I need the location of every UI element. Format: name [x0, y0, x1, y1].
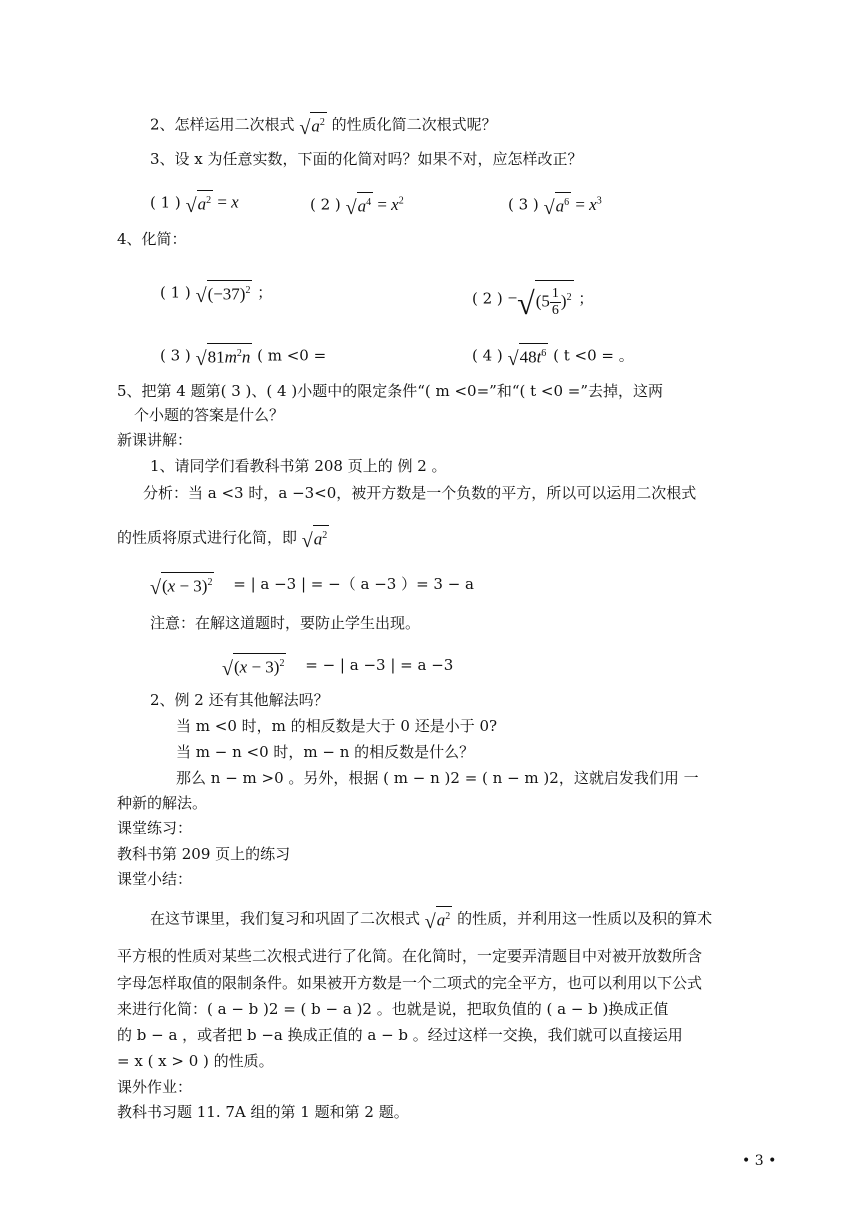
summary-line-5: 的 b − a ，或者把 b −a 换成正值的 a − b 。经过这样一交换，我们就可以直接运用	[117, 1026, 683, 1044]
equation-2: $√(x - 3)^2$ = − | a −3 | = a −3	[222, 653, 453, 680]
q4-part-4: ( 4 ) $√48t^6$ ( t <0 = 。	[472, 343, 634, 370]
sqrt-a2-formula-inline: $√a^2$	[302, 525, 329, 552]
question-5-line-1: 5、把第 4 题第( 3 )、( 4 )小题中的限定条件“( m <0=”和“( t <0 =”去掉，这两	[117, 382, 664, 400]
sqrt-a2-formula: $√a^2$	[299, 112, 326, 139]
then-line-1: 那么 n − m >0 。另外，根据 ( m − n )2 = ( n − m )2，这就启发我们用 一	[176, 769, 699, 787]
section-practice: 课堂练习：	[117, 819, 193, 837]
formula-sqrt-a4-eq-x2: $√a^4$	[346, 192, 373, 219]
question-2	[150, 112, 497, 139]
practice-text: 教科书第 209 页上的练习	[117, 845, 291, 863]
summary-line-4: 来进行化简：( a − b )2 = ( b − a )2 。也就是说，把取负值的 ( a − b )换成正值	[117, 1000, 669, 1018]
section-new-lesson: 新课讲解：	[117, 431, 193, 449]
lesson-item-2: 2、例 2 还有其他解法吗？	[150, 691, 329, 709]
summary-line-1: 在这节课里，我们复习和巩固了二次根式 $√a^2$ 的性质，并利用这一性质以及积的算术	[150, 906, 712, 933]
equation-1: $√(x - 3)^2$ = | a −3 | = −（ a −3 ）= 3 − a	[150, 572, 474, 599]
q3-part-2: ( 2 ) $√a^4 = x^2$	[310, 190, 404, 219]
formula-sqrt-neg37-sq: $√(-37)^2$	[196, 280, 253, 307]
formula-sqrt-mixed-fraction-sq: √(5 $\frac{1}{6}$ )$^2$	[517, 280, 573, 319]
formula-sqrt-x-minus-3-sq-2: $√(x - 3)^2$	[222, 653, 286, 680]
formula-sqrt-a2-eq-x: $√a^2$	[186, 190, 213, 217]
q2-text-b: 的性质化简二次根式呢？	[331, 115, 497, 134]
when-line-1: 当 m <0 时，m 的相反数是大于 0 还是小于 0?	[176, 717, 498, 735]
analysis-line-1: 分析：当 a <3 时，a −3<0，被开方数是一个负数的平方，所以可以运用二次根式	[143, 484, 697, 502]
section-summary: 课堂小结：	[117, 870, 193, 888]
q4-part-2: ( 2 ) −√(5 $\frac{1}{6}$ )$^2$ ；	[472, 280, 593, 319]
q4-part-1: ( 1 ) $√(-37)^2$ ；	[160, 280, 272, 307]
page-number: • 3 •	[742, 1153, 777, 1169]
formula-sqrt-x-minus-3-sq: $√(x - 3)^2$	[150, 572, 214, 599]
section-homework: 课外作业：	[117, 1078, 193, 1096]
formula-sqrt-48t6: $√48t^6$	[508, 343, 549, 370]
homework-text: 教科书习题 11. 7A 组的第 1 题和第 2 题。	[117, 1103, 409, 1121]
q3-part-3: ( 3 ) $√a^6 = x^3$	[508, 190, 602, 219]
summary-line-6: = x ( x > 0 ) 的性质。	[117, 1052, 274, 1070]
q2-text-a: 2、怎样运用二次根式	[150, 115, 295, 134]
when-line-2: 当 m − n <0 时，m − n 的相反数是什么？	[176, 743, 475, 761]
analysis-line-2: 的性质将原式进行化简，即 $√a^2$	[117, 525, 329, 552]
note-line: 注意：在解这道题时，要防止学生出现。	[150, 614, 421, 632]
q4-part-3: ( 3 ) $√81m^2n$ ( m <0 =	[160, 343, 326, 370]
then-line-2: 种新的解法。	[117, 794, 208, 812]
question-3: 3、设 x 为任意实数，下面的化简对吗？如果不对，应怎样改正？	[150, 150, 583, 168]
formula-sqrt-a6-eq-x3: $√a^6$	[544, 192, 571, 219]
summary-line-2: 平方根的性质对某些二次根式进行了化简。在化简时，一定要弄清题目中对被开放数所含	[117, 947, 703, 965]
question-5-line-2: 个小题的答案是什么？	[134, 406, 285, 424]
question-4: 4、化简：	[117, 230, 187, 248]
sqrt-a2-formula-summary: $√a^2$	[425, 906, 452, 933]
summary-line-3: 字母怎样取值的限制条件。如果被开方数是一个二项式的完全平方，也可以利用以下公式	[117, 974, 703, 992]
q3-part-1: ( 1 ) $√a^2 = x$	[150, 190, 239, 217]
formula-sqrt-81m2n: $√81m^2n$	[196, 343, 253, 370]
lesson-item-1: 1、请同学们看教科书第 208 页上的 例 2 。	[150, 457, 447, 475]
